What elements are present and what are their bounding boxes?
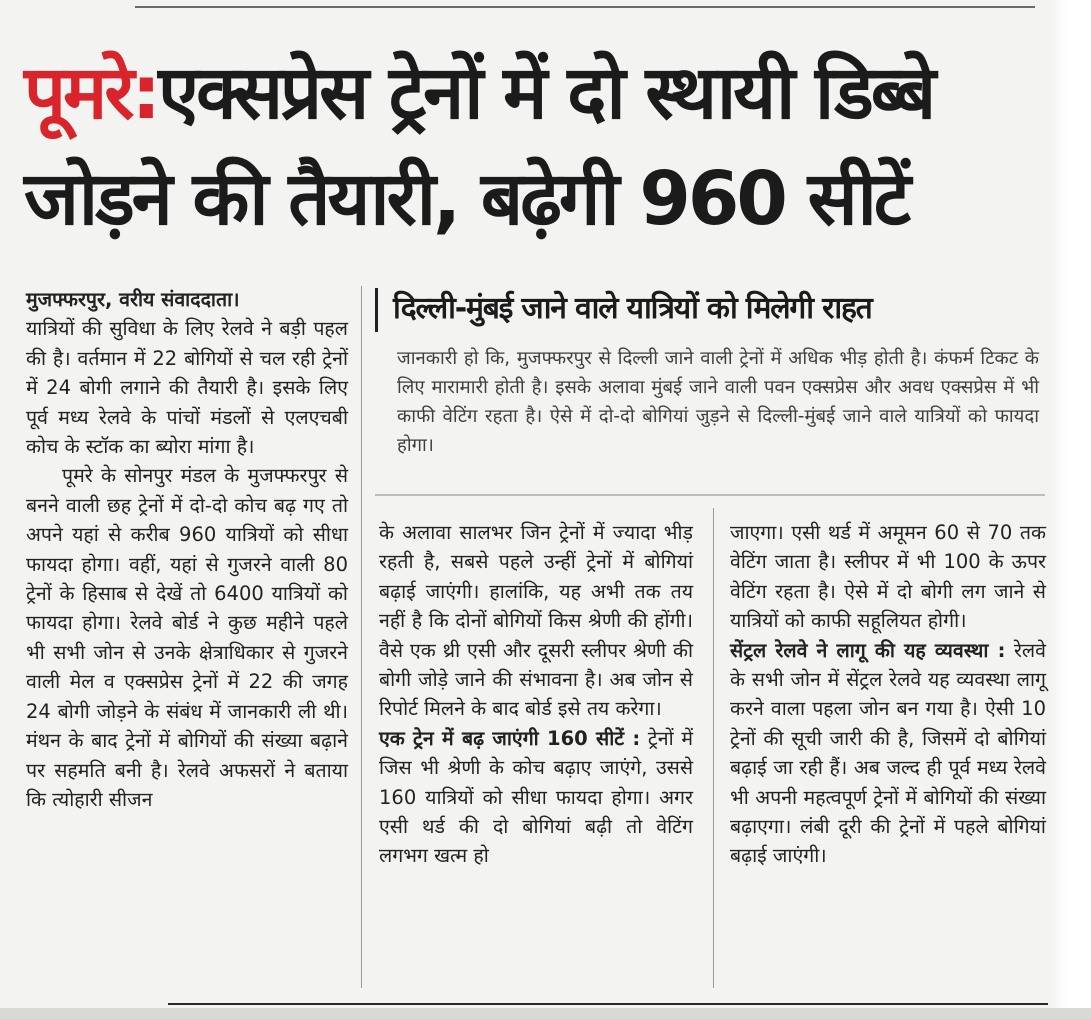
- box-heading: दिल्ली-मुंबई जाने वाले यात्रियों को मिलेगी राहत: [393, 291, 872, 326]
- headline-line-1-text: एक्सप्रेस ट्रेनों में दो स्थायी डिब्बे: [158, 50, 934, 136]
- article-column-1: [26, 285, 348, 814]
- dateline: मुजफ्फरपुर, वरीय संवाददाता।: [26, 288, 240, 311]
- subhead: एक ट्रेन में बढ़ जाएंगी 160 सीटें :: [379, 726, 641, 750]
- headline: [24, 40, 1044, 252]
- column-rule: [361, 286, 362, 988]
- box-bottom-rule: [375, 494, 1045, 496]
- box-body: जानकारी हो कि, मुजफ्फरपुर से दिल्ली जाने वाली ट्रेनों में अधिक भीड़ होती है। कंफर्म टिकट के लिए मारामारी होती है। इसके अलावा मुंबई जाने वाली पवन एक्सप्रेस और अवध एक्सप्रेस में भी काफी वेटिंग रहता है। ऐसे में दो-दो बोगियां जुड़ने से दिल्ली-मुंबई जाने वाले यात्रियों को फायदा होगा।: [397, 348, 1039, 456]
- bottom-rule: [168, 1003, 1048, 1005]
- paragraph-with-subhead: [730, 636, 1046, 871]
- headline-line-2: जोड़ने की तैयारी, बढ़ेगी 960 सीटें: [24, 156, 909, 242]
- headline-kicker: पूमरे:: [24, 50, 159, 136]
- page-edge: [1051, 0, 1091, 1019]
- subhead: सेंट्रल रेलवे ने लागू की यह व्यवस्था :: [730, 638, 1006, 662]
- paragraph: जाएगा। एसी थर्ड में अमूमन 60 से 70 तक वेटिंग जाता है। स्लीपर में भी 100 के ऊपर वेटिंग रहता है। ऐसे में दो बोगी लग जाने से यात्रियों को काफी सहूलियत होगी।: [730, 521, 1046, 633]
- bottom-shade: [0, 1008, 1091, 1019]
- sidebar-box: [375, 282, 1043, 482]
- top-rule: [135, 6, 1035, 8]
- article-column-3: [730, 518, 1046, 871]
- article-column-2: [379, 518, 693, 871]
- column-rule: [713, 508, 714, 988]
- paragraph: पूमरे के सोनपुर मंडल के मुजफ्फरपुर से बनने वाली छह ट्रेनों में दो-दो कोच बढ़ गए तो अपने यहां से करीब 960 यात्रियों को सीधा फायदा होगा। वहीं, यहां से गुजरने वाली 80 ट्रेनों के हिसाब से देखें तो 6400 यात्रियों को फायदा होगा। रेलवे बोर्ड ने कुछ महीने पहले भी सभी जोन से उनके क्षेत्राधिकार से गुजरने वाली मेल व एक्सप्रेस ट्रेनों में 22 की जगह 24 बोगी जोड़ने के संबंध में जानकारी ली थी। मंथन के बाद ट्रेनों में बोगियों की संख्या बढ़ाने पर सहमति बनी है। रेलवे अफसरों ने बताया कि त्योहारी सीजन: [26, 464, 348, 811]
- paragraph-text: ट्रेनों में जिस भी श्रेणी के कोच बढ़ाए जाएंगे, उससे 160 यात्रियों को सीधा फायदा होगा। अगर एसी थर्ड की दो बोगियां बढ़ी तो वेटिंग लगभग खत्म हो: [379, 726, 693, 868]
- paragraph: यात्रियों की सुविधा के लिए रेलवे ने बड़ी पहल की है। वर्तमान में 22 बोगियों से चल रही ट्रेनों में 24 बोगी लगाने की तैयारी है। इसके लिए पूर्व मध्य रेलवे के पांचों मंडलों से एलएचबी कोच के स्टॉक का ब्योरा मांगा है।: [26, 317, 348, 459]
- paragraph-with-subhead: [379, 724, 693, 871]
- paragraph-text: रेलवे के सभी जोन में सेंट्रल रेलवे यह व्यवस्था लागू करने वाला पहला जोन बन गया है। ऐसी 10 ट्रेनों की सूची जारी की है, जिसमें दो बोगियां बढ़ाई जा रही हैं। अब जल्द ही पूर्व मध्य रेलवे भी अपनी महत्वपूर्ण ट्रेनों में बोगियों की संख्या बढ़ाएगा। लंबी दूरी की ट्रेनों में पहले बोगियां बढ़ाई जाएंगी।: [730, 638, 1046, 868]
- box-accent-bar: [375, 288, 378, 332]
- paragraph: के अलावा सालभर जिन ट्रेनों में ज्यादा भीड़ रहती है, सबसे पहले उन्हीं ट्रेनों में बोगियां बढ़ाई जाएंगी। हालांकि, यह अभी तक तय नहीं है कि दोनों बोगियों किस श्रेणी की होंगी। वैसे एक थ्री एसी और दूसरी स्लीपर श्रेणी की बोगी जोड़े जाने की संभावना है। अब जोन से रिपोर्ट मिलने के बाद बोर्ड इसे तय करेगा।: [379, 521, 693, 721]
- headline-line-1: [24, 40, 1044, 146]
